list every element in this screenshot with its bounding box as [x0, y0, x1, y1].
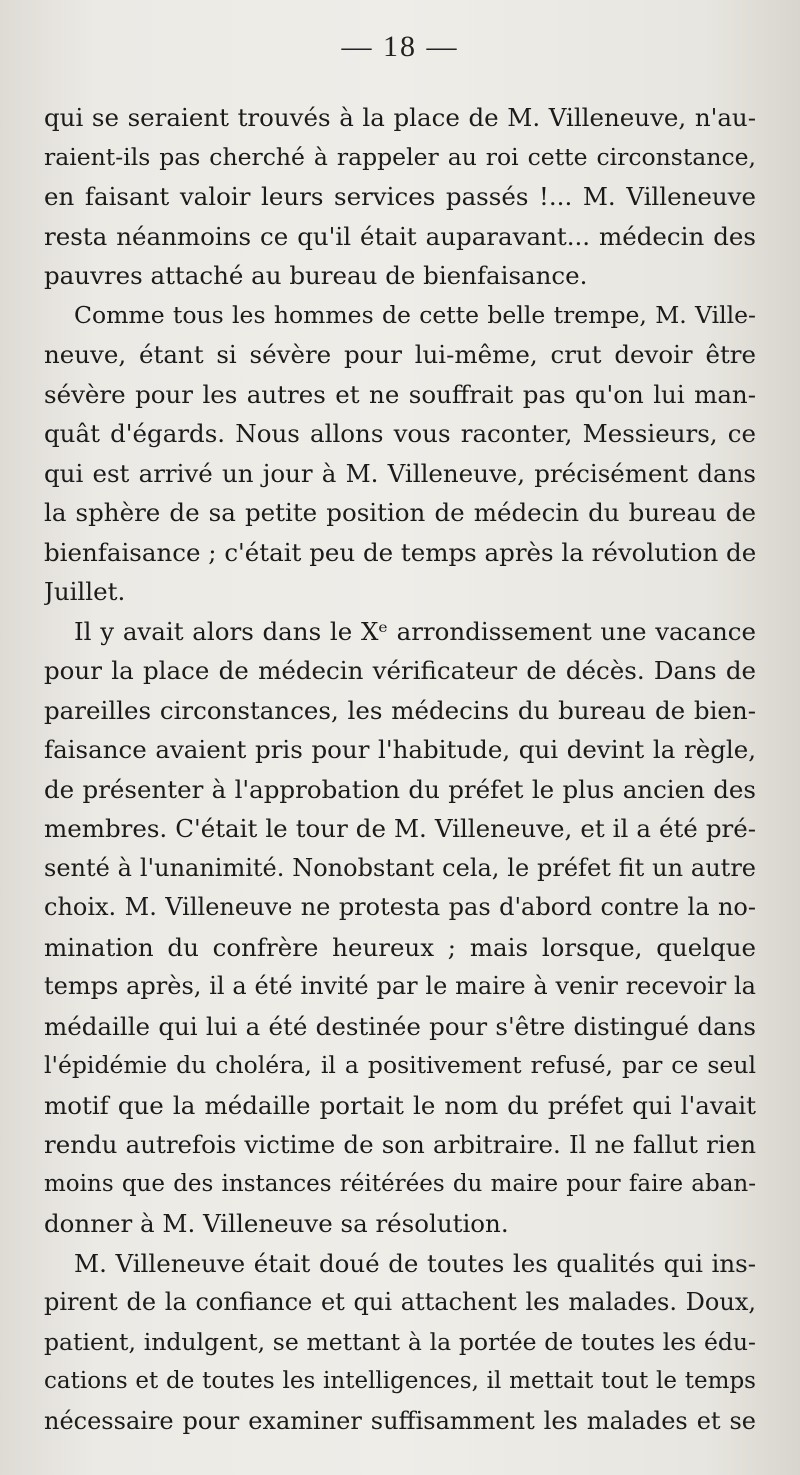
text-line: de présenter à l'approbation du préfet le plus ancien des	[44, 774, 756, 804]
text-line: bienfaisance ; c'était peu de temps après la révolution de	[44, 537, 756, 567]
text-line: pour la place de médecin vérificateur de décès. Dans de	[44, 656, 756, 685]
text-line: sévère pour les autres et ne souffrait pas qu'on lui man-	[44, 379, 756, 409]
text-line: quât d'égards. Nous allons vous raconter, Messieurs, ce	[44, 419, 756, 448]
text-line: raient-ils pas cherché à rappeler au roi cette circonstance,	[44, 142, 756, 171]
text-line: médaille qui lui a été destinée pour s'être distingué dans	[44, 1011, 756, 1041]
text-line: l'épidémie du choléra, il a positivement refusé, par ce seul	[44, 1051, 756, 1079]
text-line: temps après, il a été invité par le maire à venir recevoir la	[44, 972, 756, 1000]
text-line: donner à M. Villeneuve sa résolution.	[44, 1209, 509, 1238]
text-line: pirent de la confiance et qui attachent les malades. Doux,	[44, 1288, 756, 1316]
text-line: pauvres attaché au bureau de bienfaisance.	[44, 261, 588, 290]
text-line: M. Villeneuve était doué de toutes les qualités qui ins-	[74, 1248, 756, 1278]
text-line: nécessaire pour examiner suffisamment les malades et se	[44, 1406, 756, 1435]
text-line: Comme tous les hommes de cette belle trempe, M. Ville-	[74, 300, 756, 329]
text-line: en faisant valoir leurs services passés !... M. Villeneuve	[44, 182, 756, 211]
body-text	[44, 98, 756, 1441]
page-number: — 18 —	[341, 30, 459, 63]
text-line: qui se seraient trouvés à la place de M. Villeneuve, n'au-	[44, 103, 756, 132]
text-line: mination du confrère heureux ; mais lorsque, quelque	[44, 932, 756, 962]
text-line: Juillet.	[44, 577, 126, 606]
text-line: senté à l'unanimité. Nonobstant cela, le préfet fit un autre	[44, 853, 756, 882]
text-line: motif que la médaille portait le nom du préfet qui l'avait	[44, 1090, 756, 1120]
text-line: patient, indulgent, se mettant à la portée de toutes les édu-	[44, 1327, 756, 1356]
text-line: choix. M. Villeneuve ne protesta pas d'abord contre la no-	[44, 893, 756, 921]
text-line: la sphère de sa petite position de médecin du bureau de	[44, 498, 756, 527]
text-line: cations et de toutes les intelligences, il mettait tout le temps	[44, 1368, 756, 1394]
text-line: rendu autrefois victime de son arbitraire. Il ne fallut rien	[44, 1130, 756, 1159]
text-line: qui est arrivé un jour à M. Villeneuve, précisément dans	[44, 458, 756, 488]
text-line: moins que des instances réitérées du maire pour faire aban-	[44, 1170, 756, 1197]
text-line: faisance avaient pris pour l'habitude, qui devint la règle,	[44, 735, 756, 764]
text-line: resta néanmoins ce qu'il était auparavant... médecin des	[44, 221, 756, 251]
text-line: Il y avait alors dans le Xᵉ arrondissement une vacance	[74, 616, 756, 646]
text-line: pareilles circonstances, les médecins du bureau de bien-	[44, 695, 756, 725]
text-line: neuve, étant si sévère pour lui-même, crut devoir être	[44, 340, 756, 369]
text-line: membres. C'était le tour de M. Villeneuve, et il a été pré-	[44, 814, 756, 843]
